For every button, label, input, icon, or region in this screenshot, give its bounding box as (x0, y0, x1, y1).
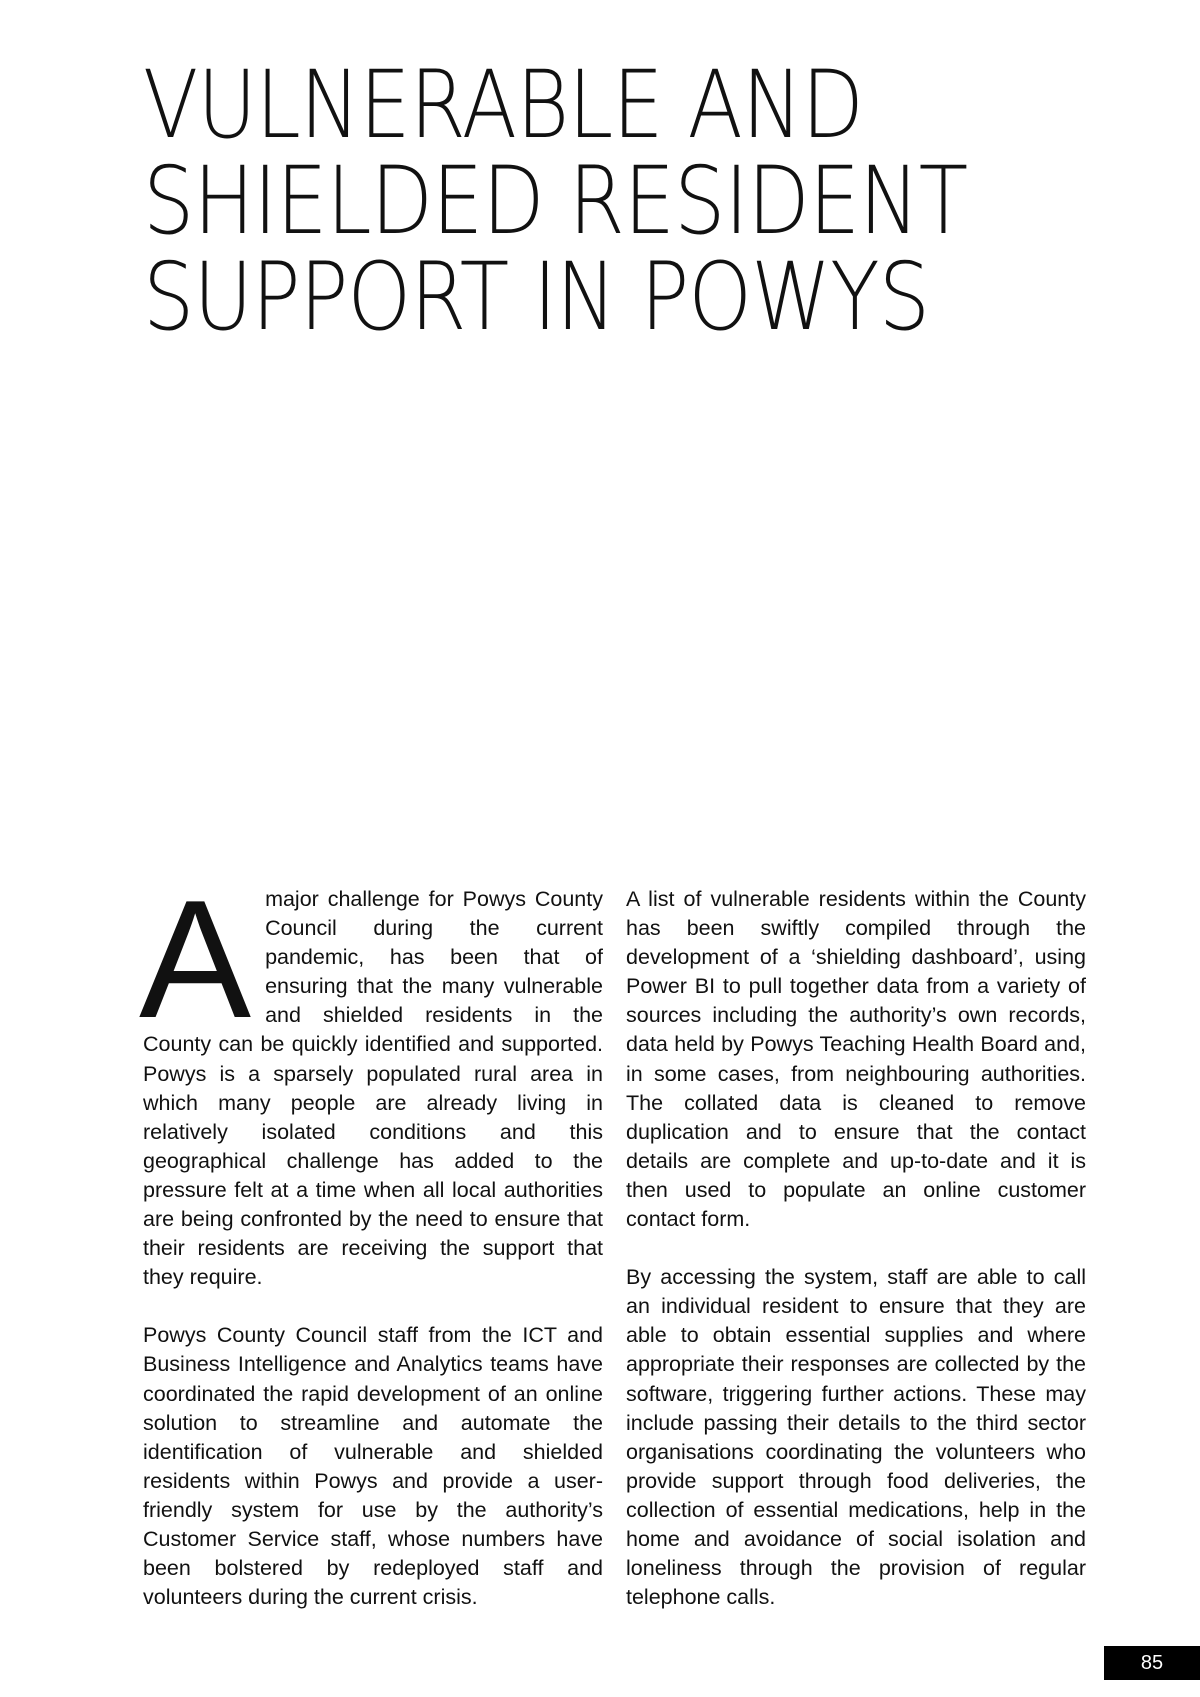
title-line-2: SHIELDED RESIDENT (143, 147, 968, 256)
article-right-column (626, 885, 1086, 1612)
right-paragraph-1: A list of vulnerable residents within the County has been swiftly compiled through the development of a ‘shielding dashboard’, using Power BI to pull together data from a variety of sources including the authority’s own records, data held by Powys Teaching Health Board and, in some cases, from neighbouring authorities. The collated data is cleaned to remove duplication and to ensure that the contact details are complete and up-to-date and it is then used to populate an online customer contact form. (626, 887, 1086, 1232)
drop-cap: A (139, 865, 252, 1053)
page-title (143, 51, 1003, 352)
title-line-3: SUPPORT IN POWYS (143, 243, 930, 352)
left-paragraph-2: Powys County Council staff from the ICT and Business Intelligence and Analytics teams have coordinated the rapid development of an online solution to streamline and automate the identification of vulnerable and shielded residents within Powys and provide a user-friendly system for use by the authority’s Customer Service staff, whose numbers have been bolstered by redeployed staff and volunteers during the current crisis. (143, 1323, 603, 1610)
article-left-column (139, 865, 603, 1612)
left-paragraph-1 (139, 865, 603, 1292)
title-line-1: VULNERABLE AND (143, 51, 863, 160)
left-paragraph-1-text: major challenge for Powys County Council during the current pandemic, has been that of ensuring that the many vulnerable and shielded residents in the County can be quickly identified and supported. Powys is a sparsely populated rural area in which many people are already living in relatively isolated conditions and this geographical challenge has added to the pressure felt at a time when all local authorities are being confronted by the need to ensure that their residents are receiving the support that they require. (143, 887, 603, 1290)
page-number: 85 (1104, 1646, 1200, 1680)
right-paragraph-2: By accessing the system, staff are able to call an individual resident to ensure that they are able to obtain essential supplies and where appropriate their responses are collected by the software, triggering further actions. These may include passing their details to the third sector organisations coordinating the volunteers who provide support through food deliveries, the collection of essential medications, help in the home and avoidance of social isolation and loneliness through the provision of regular telephone calls. (626, 1265, 1086, 1610)
